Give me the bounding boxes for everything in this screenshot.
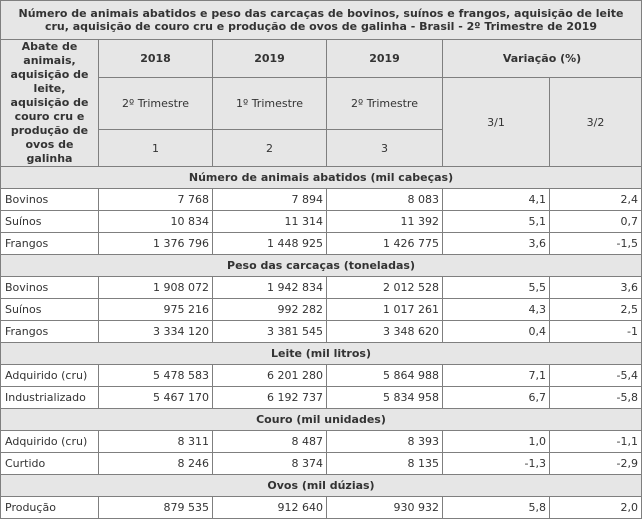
section-title: Ovos (mil dúzias) — [1, 475, 642, 497]
table-cell: 3,6 — [550, 277, 642, 299]
table-cell: 5,5 — [443, 277, 550, 299]
table-row — [1, 365, 642, 387]
table-cell: 3 334 120 — [99, 321, 213, 343]
table-cell: 0,7 — [550, 211, 642, 233]
table-cell: 2,4 — [550, 189, 642, 211]
column-number-1: 1 — [99, 130, 213, 167]
row-header: Abate de animais, aquisição de leite, aquisição de couro cru e produção de ovos de galinha — [1, 40, 99, 167]
table-cell: -1,5 — [550, 233, 642, 255]
table-cell: 0,4 — [443, 321, 550, 343]
quarter-header-3: 2º Trimestre — [327, 78, 443, 130]
table-row — [1, 387, 642, 409]
table-cell: 10 834 — [99, 211, 213, 233]
table-cell: 8 246 — [99, 453, 213, 475]
table-cell: 975 216 — [99, 299, 213, 321]
row-label: Adquirido (cru) — [1, 365, 99, 387]
section-row — [1, 167, 642, 189]
table-cell: 7,1 — [443, 365, 550, 387]
table-cell: 1 908 072 — [99, 277, 213, 299]
variation-header: Variação (%) — [443, 40, 642, 78]
table-cell: 1 376 796 — [99, 233, 213, 255]
table-cell: 930 932 — [327, 497, 443, 519]
table-row — [1, 233, 642, 255]
table-cell: 5 467 170 — [99, 387, 213, 409]
table-cell: -5,8 — [550, 387, 642, 409]
year-header-2: 2019 — [213, 40, 327, 78]
table-cell: 5,1 — [443, 211, 550, 233]
row-label: Frangos — [1, 321, 99, 343]
table-row — [1, 431, 642, 453]
table-cell: 3 381 545 — [213, 321, 327, 343]
table-cell: -1 — [550, 321, 642, 343]
table-cell: 1,0 — [443, 431, 550, 453]
table-row — [1, 299, 642, 321]
table-row — [1, 453, 642, 475]
section-row — [1, 343, 642, 365]
table-cell: 3,6 — [443, 233, 550, 255]
table-row — [1, 321, 642, 343]
column-number-2: 2 — [213, 130, 327, 167]
row-label: Suínos — [1, 211, 99, 233]
year-header-3: 2019 — [327, 40, 443, 78]
table-cell: 2,5 — [550, 299, 642, 321]
section-row — [1, 255, 642, 277]
table-cell: 8 487 — [213, 431, 327, 453]
row-label: Frangos — [1, 233, 99, 255]
row-label: Bovinos — [1, 189, 99, 211]
table-title: Número de animais abatidos e peso das carcaças de bovinos, suínos e frangos, aquisição de leite cru, aquisição de couro cru e produção de ovos de galinha - Brasil - 2º Trimestre de 2019 — [1, 1, 642, 40]
table-cell: 4,1 — [443, 189, 550, 211]
table-cell: 1 942 834 — [213, 277, 327, 299]
quarter-header-2: 1º Trimestre — [213, 78, 327, 130]
row-label: Curtido — [1, 453, 99, 475]
ratio-header-2: 3/2 — [550, 78, 642, 167]
ratio-header-1: 3/1 — [443, 78, 550, 167]
table-cell: 11 392 — [327, 211, 443, 233]
table-cell: 1 448 925 — [213, 233, 327, 255]
table-cell: 1 426 775 — [327, 233, 443, 255]
quarter-header-1: 2º Trimestre — [99, 78, 213, 130]
row-label: Suínos — [1, 299, 99, 321]
table-cell: 4,3 — [443, 299, 550, 321]
table-body — [1, 1, 642, 519]
table-cell: 5,8 — [443, 497, 550, 519]
table-row — [1, 189, 642, 211]
table-row — [1, 497, 642, 519]
table-cell: -2,9 — [550, 453, 642, 475]
row-label: Industrializado — [1, 387, 99, 409]
row-label: Bovinos — [1, 277, 99, 299]
table-cell: 5 478 583 — [99, 365, 213, 387]
section-row — [1, 475, 642, 497]
table-cell: 6,7 — [443, 387, 550, 409]
section-title: Leite (mil litros) — [1, 343, 642, 365]
table-cell: 2,0 — [550, 497, 642, 519]
table-cell: 992 282 — [213, 299, 327, 321]
table-cell: 8 393 — [327, 431, 443, 453]
column-number-3: 3 — [327, 130, 443, 167]
table-cell: -5,4 — [550, 365, 642, 387]
table-cell: 8 135 — [327, 453, 443, 475]
year-header-1: 2018 — [99, 40, 213, 78]
table-cell: 3 348 620 — [327, 321, 443, 343]
table-cell: 11 314 — [213, 211, 327, 233]
table-cell: 8 311 — [99, 431, 213, 453]
table-cell: 5 834 958 — [327, 387, 443, 409]
table-cell: 879 535 — [99, 497, 213, 519]
table-cell: 8 083 — [327, 189, 443, 211]
table-cell: 5 864 988 — [327, 365, 443, 387]
table-cell: 1 017 261 — [327, 299, 443, 321]
table-row — [1, 211, 642, 233]
table-cell: 8 374 — [213, 453, 327, 475]
section-title: Peso das carcaças (toneladas) — [1, 255, 642, 277]
row-label: Produção — [1, 497, 99, 519]
section-title: Número de animais abatidos (mil cabeças) — [1, 167, 642, 189]
table-cell: -1,3 — [443, 453, 550, 475]
table-cell: 912 640 — [213, 497, 327, 519]
row-label: Adquirido (cru) — [1, 431, 99, 453]
table-cell: 7 768 — [99, 189, 213, 211]
section-title: Couro (mil unidades) — [1, 409, 642, 431]
table-cell: 6 192 737 — [213, 387, 327, 409]
table-cell: -1,1 — [550, 431, 642, 453]
table-cell: 6 201 280 — [213, 365, 327, 387]
section-row — [1, 409, 642, 431]
table-cell: 2 012 528 — [327, 277, 443, 299]
table-cell: 7 894 — [213, 189, 327, 211]
table-row — [1, 277, 642, 299]
